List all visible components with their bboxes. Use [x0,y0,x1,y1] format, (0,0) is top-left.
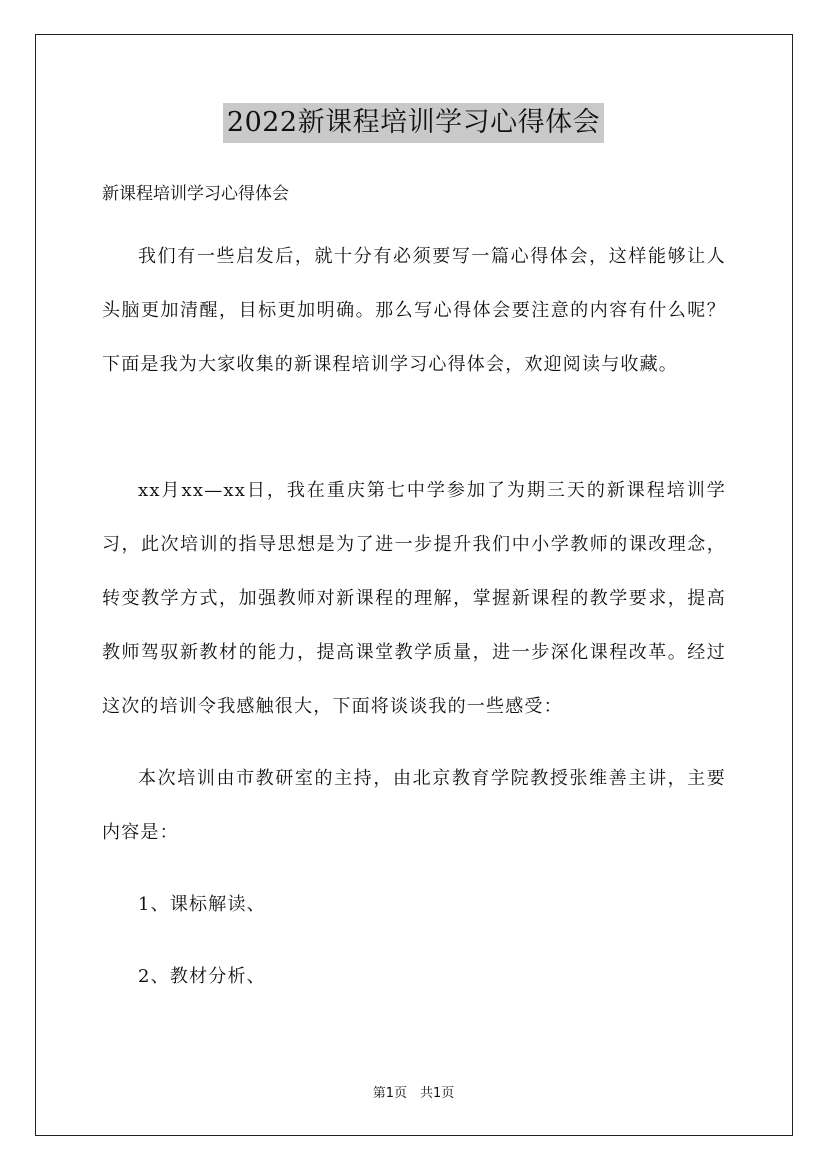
document-subtitle: 新课程培训学习心得体会 [102,184,289,204]
list-item: 1、课标解读、 [138,894,266,915]
title-container [0,103,827,143]
paragraph-organizer: 本次培训由市教研室的主持，由北京教育学院教授张维善主讲，主要内容是： [102,768,726,843]
list-item: 2、教材分析、 [138,966,266,987]
document-body [102,176,726,1022]
page-footer: 第1页 共1页 [372,1086,455,1101]
document-title: 2022新课程培训学习心得体会 [223,103,604,143]
paragraph-intro: 我们有一些启发后，就十分有必须要写一篇心得体会，这样能够让人头脑更加清醒，目标更加明确。那么写心得体会要注意的内容有什么呢？下面是我为大家收集的新课程培训学习心得体会，欢迎阅读与收藏。 [102,246,726,375]
paragraph-training: xx月xx—xx日，我在重庆第七中学参加了为期三天的新课程培训学习，此次培训的指导思想是为了进一步提升我们中小学教师的课改理念，转变教学方式，加强教师对新课程的理解，掌握新课程的教学要求，提高教师驾驭新教材的能力，提高课堂教学质量，进一步深化课程改革。经过这次的培训令我感触很大，下面将谈谈我的一些感受： [102,480,726,717]
paragraph-gap [102,410,726,464]
